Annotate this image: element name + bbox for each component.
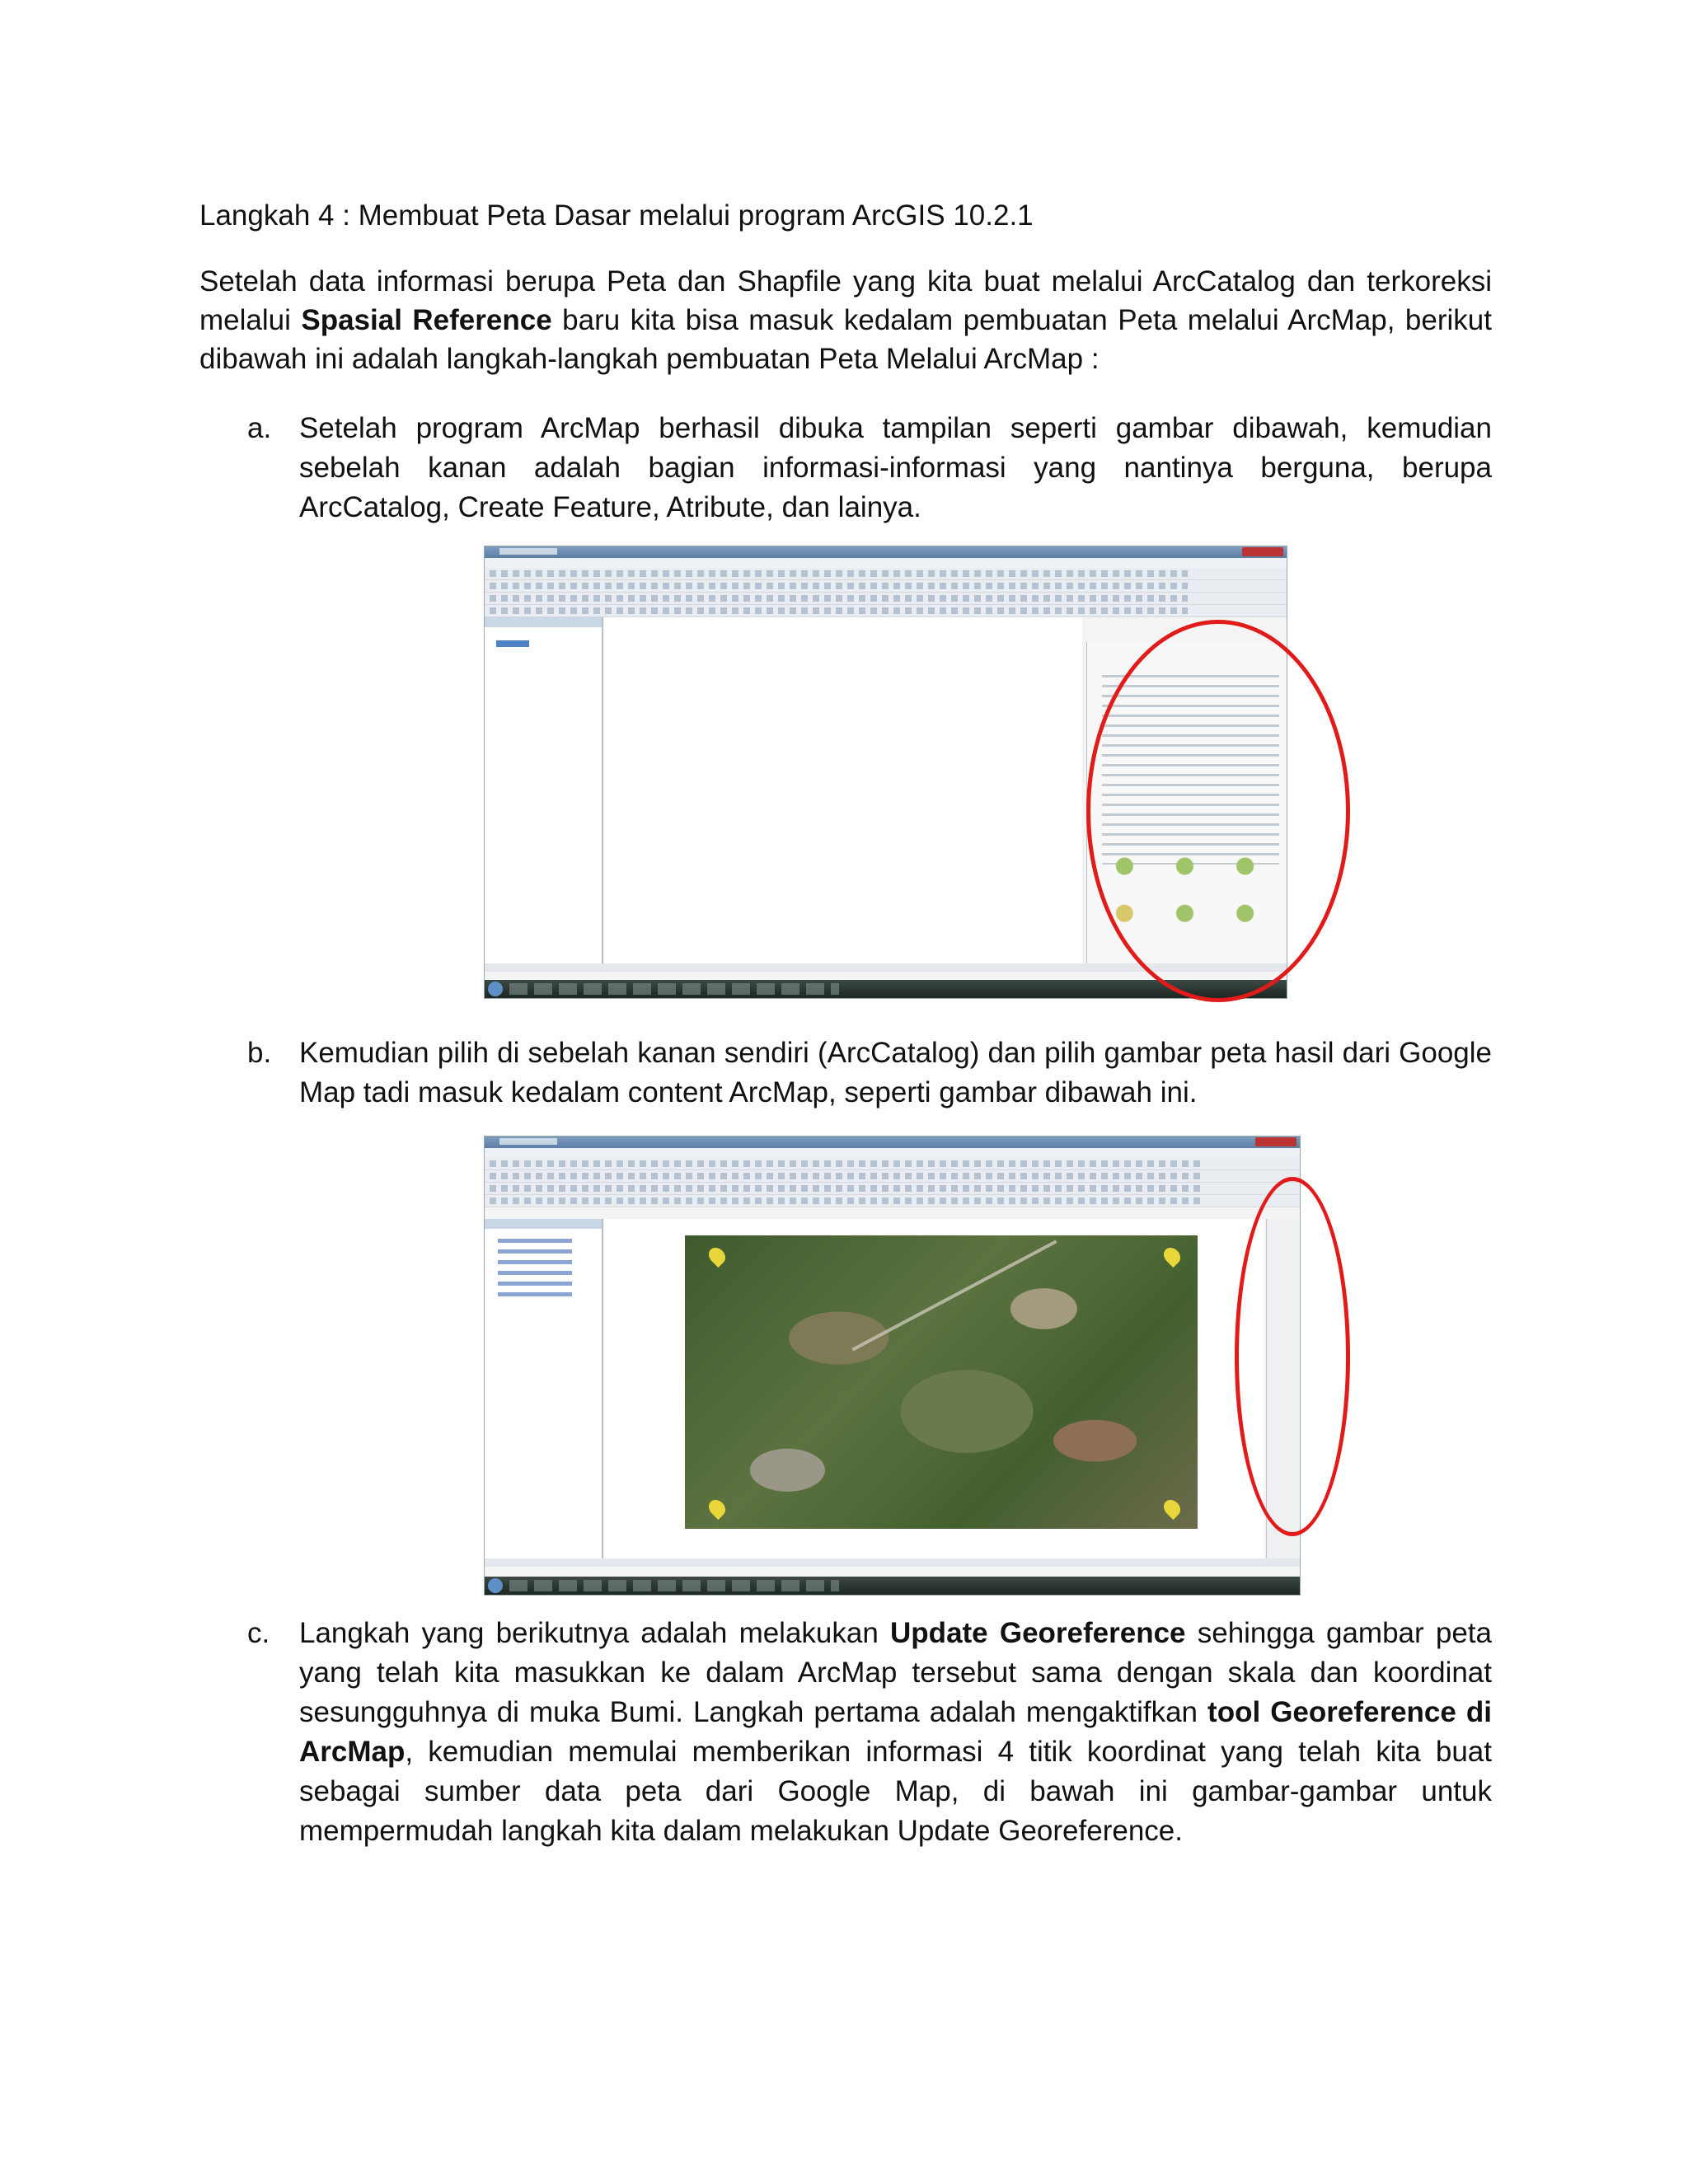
map-view	[604, 1219, 1264, 1558]
arcmap-screenshot-aerial	[484, 1136, 1301, 1596]
aerial-map-image	[685, 1235, 1198, 1529]
toolbar	[485, 605, 1287, 617]
toolbar	[485, 1183, 1300, 1195]
list-item-text: Setelah program ArcMap berhasil dibuka tampilan seperti gambar dibawah, kemudian sebelah kanan adalah bagian informasi-informasi yang nantinya berguna, berupa ArcCatalog, Create Feature, Atribute, dan lainya.	[299, 412, 1492, 523]
list-item-text: Kemudian pilih di sebelah kanan sendiri (ArcCatalog) dan pilih gambar peta hasil dari Google Map tadi masuk kedalam content ArcMap, seperti gambar dibawah ini.	[299, 1037, 1492, 1108]
control-point-pin-icon	[1160, 1497, 1184, 1520]
map-view	[604, 617, 1082, 963]
page-heading: Langkah 4 : Membuat Peta Dasar melalui program ArcGIS 10.2.1	[199, 199, 1034, 232]
toolbar	[485, 1195, 1300, 1207]
list-item	[247, 1033, 1492, 1113]
menu-bar	[485, 1148, 1300, 1158]
highlight-ellipse	[1235, 1177, 1350, 1536]
list-item-text: Langkah yang berikutnya adalah melakukan Update Georeference sehingga gambar peta yang telah kita masukkan ke dalam ArcMap tersebut sama dengan skala dan koordinat sesungguhnya di muka Bumi. Langkah pertama adalah mengaktifkan tool Georeference di ArcMap, kemudian memulai memberikan informasi 4 titik koordinat yang telah kita buat sebagai sumber data peta dari Google Map, di bawah ini gambar-gambar untuk mempermudah langkah kita dalam melakukan Update Georeference.	[299, 1617, 1492, 1847]
list-item	[247, 409, 1492, 527]
list-marker: c.	[247, 1617, 270, 1649]
toolbar	[485, 568, 1287, 580]
list-marker: b.	[247, 1037, 272, 1069]
window-titlebar	[485, 546, 1287, 558]
control-point-pin-icon	[706, 1497, 729, 1520]
table-of-contents-panel	[485, 1219, 603, 1558]
highlight-ellipse	[1086, 620, 1350, 1002]
control-point-pin-icon	[706, 1244, 729, 1268]
toolbar	[485, 593, 1287, 605]
menu-bar	[485, 558, 1287, 568]
windows-taskbar	[485, 1577, 1300, 1595]
toolbar	[485, 1158, 1300, 1170]
toolbar	[485, 1170, 1300, 1183]
toolbar	[485, 580, 1287, 593]
list-marker: a.	[247, 412, 272, 444]
control-point-pin-icon	[1160, 1244, 1184, 1268]
list-item	[247, 1614, 1492, 1851]
table-of-contents-panel	[485, 617, 603, 963]
intro-paragraph: Setelah data informasi berupa Peta dan Shapfile yang kita buat melalui ArcCatalog dan terkoreksi melalui Spasial Reference baru kita bisa masuk kedalam pembuatan Peta melalui ArcMap, berikut dibawah ini adalah langkah-langkah pembuatan Peta Melalui ArcMap :	[199, 265, 1492, 375]
window-titlebar	[485, 1137, 1300, 1148]
status-bar	[485, 1558, 1300, 1567]
